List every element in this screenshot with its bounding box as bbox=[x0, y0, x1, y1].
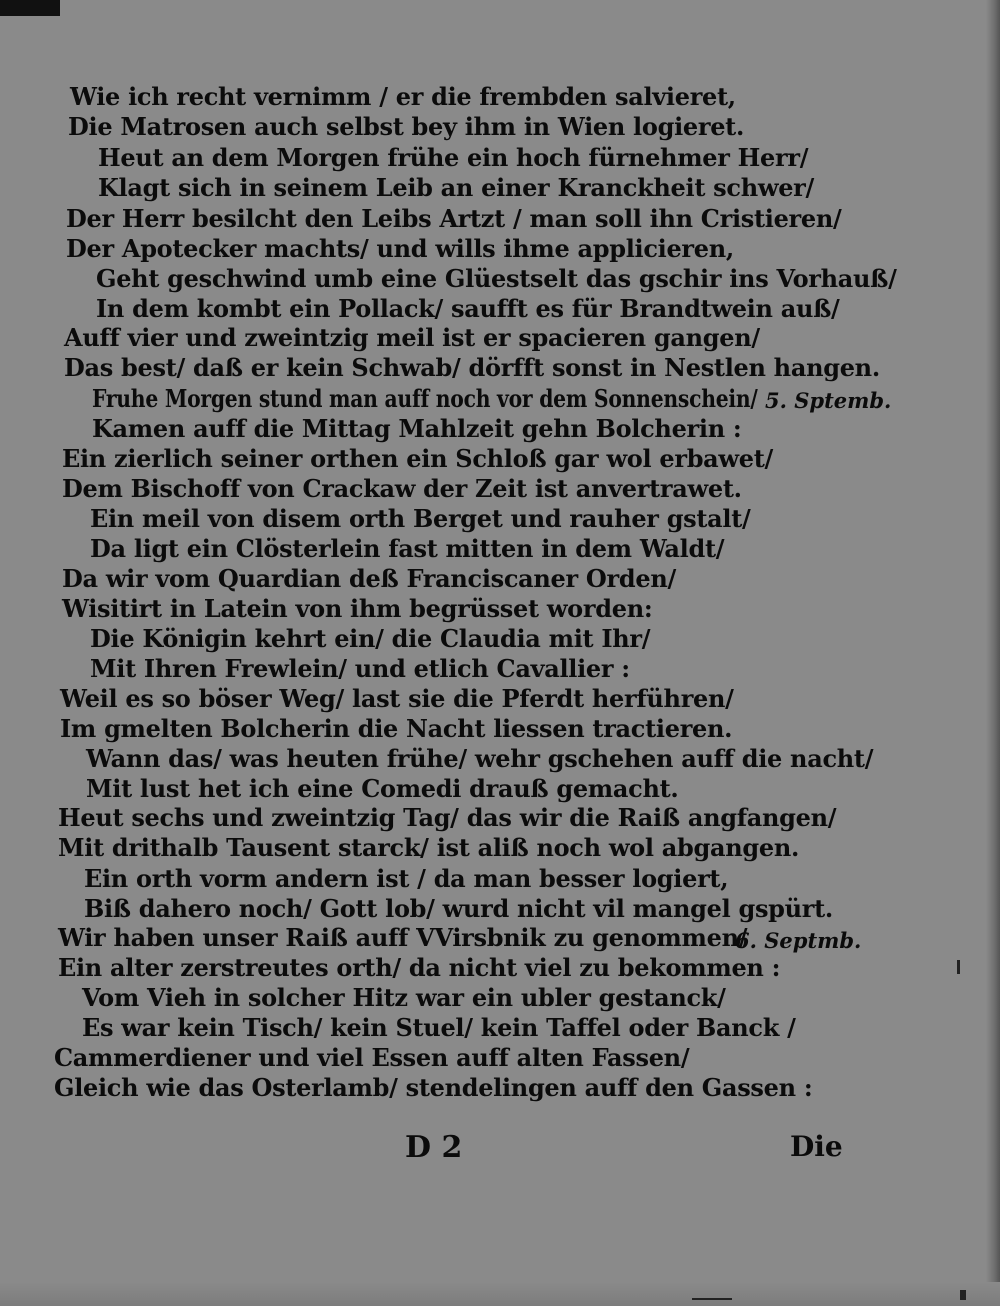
verse-line: Geht geschwind umb eine Glüestselt das gschir ins Vorhauß/ bbox=[96, 264, 897, 293]
verse-line: Wie ich recht vernimm / er die frembden salvieret, bbox=[70, 82, 736, 111]
verse-line: Mit Ihren Frewlein/ und etlich Cavallier : bbox=[90, 654, 630, 683]
verse-line: Ein alter zerstreutes orth/ da nicht viel zu bekommen : bbox=[58, 953, 781, 982]
verse-line: Auff vier und zweintzig meil ist er spacieren gangen/ bbox=[64, 323, 760, 352]
verse-line: Ein orth vorm andern ist / da man besser logiert, bbox=[84, 864, 729, 893]
verse-line: In dem kombt ein Pollack/ saufft es für Brandtwein auß/ bbox=[96, 294, 840, 323]
ink-speck bbox=[960, 1290, 966, 1300]
verse-line: Ein zierlich seiner orthen ein Schloß gar wol erbawet/ bbox=[62, 444, 774, 473]
scan-edge-bottom bbox=[0, 1282, 1000, 1306]
verse-line: Das best/ daß er kein Schwab/ dörfft sonst in Nestlen hangen. bbox=[64, 353, 880, 382]
margin-note-date: 5. Sptemb. bbox=[765, 388, 892, 413]
scan-edge-right bbox=[986, 0, 1000, 1306]
ink-speck bbox=[692, 1298, 732, 1300]
scan-edge-top bbox=[0, 0, 60, 16]
verse-line: Die Matrosen auch selbst bey ihm in Wien logieret. bbox=[68, 112, 745, 141]
verse-line: Vom Vieh in solcher Hitz war ein ubler gestanck/ bbox=[82, 983, 726, 1012]
verse-line: Gleich wie das Osterlamb/ stendelingen auff den Gassen : bbox=[54, 1073, 813, 1102]
verse-line: Ein meil von disem orth Berget und rauher gstalt/ bbox=[90, 504, 751, 533]
verse-line: Kamen auff die Mittag Mahlzeit gehn Bolcherin : bbox=[92, 414, 742, 443]
verse-line: Dem Bischoff von Crackaw der Zeit ist anvertrawet. bbox=[62, 474, 742, 503]
verse-line: Heut sechs und zweintzig Tag/ das wir die Raiß angfangen/ bbox=[58, 803, 837, 832]
verse-line: Wir haben unser Raiß auff VVirsbnik zu genommen/ bbox=[58, 923, 748, 952]
ink-speck bbox=[957, 960, 960, 974]
verse-line: Im gmelten Bolcherin die Nacht liessen tractieren. bbox=[60, 714, 733, 743]
verse-line: Der Apotecker machts/ und wills ihme applicieren, bbox=[66, 234, 734, 263]
verse-line: Der Herr besilcht den Leibs Artzt / man soll ihn Cristieren/ bbox=[66, 204, 842, 233]
verse-line: Da wir vom Quardian deß Franciscaner Orden/ bbox=[62, 564, 676, 593]
verse-line: Da ligt ein Clösterlein fast mitten in dem Waldt/ bbox=[90, 534, 725, 563]
verse-line: Heut an dem Morgen frühe ein hoch fürnehmer Herr/ bbox=[98, 143, 809, 172]
verse-line: Wisitirt in Latein von ihm begrüsset worden: bbox=[62, 594, 653, 623]
verse-line: Mit drithalb Tausent starck/ ist aliß noch wol abgangen. bbox=[58, 833, 800, 862]
verse-line: Wann das/ was heuten frühe/ wehr gschehen auff die nacht/ bbox=[86, 744, 874, 773]
signature-mark: D 2 bbox=[405, 1130, 463, 1165]
verse-line: Cammerdiener und viel Essen auff alten Fassen/ bbox=[54, 1043, 690, 1072]
verse-line: Die Königin kehrt ein/ die Claudia mit Ihr/ bbox=[90, 624, 651, 653]
verse-line: Mit lust het ich eine Comedi drauß gemacht. bbox=[86, 774, 679, 803]
verse-line: Fruhe Morgen stund man auff noch vor dem Sonnenschein/ bbox=[92, 384, 758, 413]
verse-line: Weil es so böser Weg/ last sie die Pferdt herführen/ bbox=[60, 684, 734, 713]
verse-line: Biß dahero noch/ Gott lob/ wurd nicht vil mangel gspürt. bbox=[84, 894, 833, 923]
verse-line: Es war kein Tisch/ kein Stuel/ kein Taffel oder Banck / bbox=[82, 1013, 796, 1042]
catchword: Die bbox=[790, 1130, 843, 1163]
verse-line: Klagt sich in seinem Leib an einer Kranckheit schwer/ bbox=[98, 173, 814, 202]
margin-note-date: 6. Septmb. bbox=[735, 928, 862, 953]
